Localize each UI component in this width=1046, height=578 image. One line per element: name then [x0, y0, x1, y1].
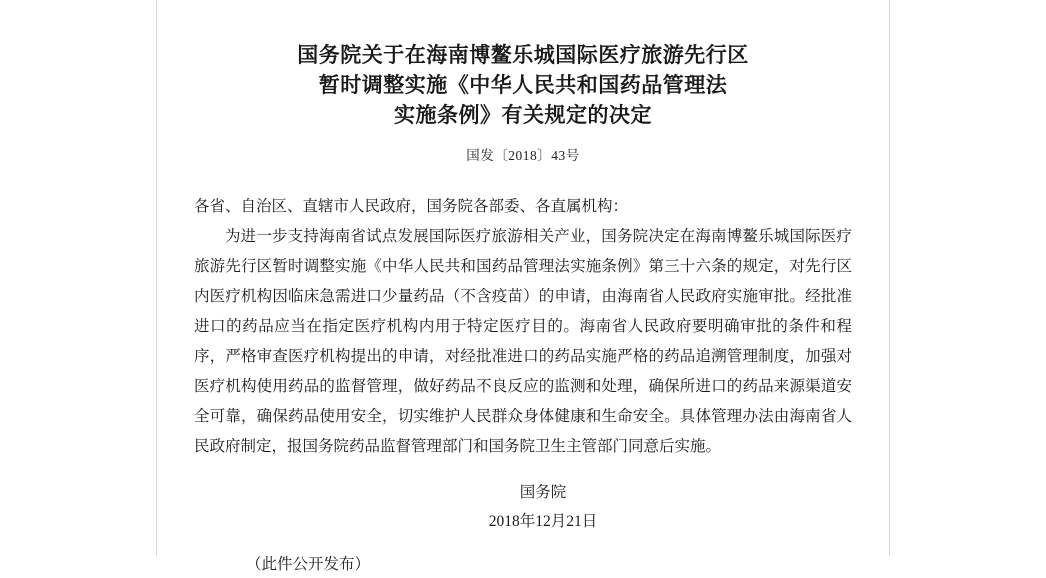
signature-issuer: 国务院 — [519, 484, 567, 501]
signature-date: 2018年12月21日 — [488, 513, 598, 530]
document-paragraph: 为进一步支持海南省试点发展国际医疗旅游相关产业，国务院决定在海南博鳌乐城国际医疗旅游先行区暂时调整实施《中华人民共和国药品管理法实施条例》第三十六条的规定，对先行区内医疗机构因临床急需进口少量药品（不含疫苗）的申请，由海南省人民政府实施审批。经批准进口的药品应当在指定医疗机构内用于特定医疗目的。海南省人民政府要明确审批的条件和程序，严格审查医疗机构提出的申请，对经批准进口的药品实施严格的药品追溯管理制度，加强对医疗机构使用药品的监督管理，做好药品不良反应的监测和处理，确保所进口的药品来源渠道安全可靠，确保药品使用安全，切实维护人民群众身体健康和生命安全。具体管理办法由海南省人民政府制定，报国务院药品监督管理部门和国务院卫生主管部门同意后实施。 — [194, 228, 852, 455]
document-title-line-2: 暂时调整实施《中华人民共和国药品管理法 — [318, 73, 728, 97]
document-number: 国发〔2018〕43号 — [466, 148, 580, 163]
document-title-line-1: 国务院关于在海南博鳌乐城国际医疗旅游先行区 — [297, 43, 749, 67]
document-title-line-3: 实施条例》有关规定的决定 — [394, 103, 652, 127]
document-body — [157, 0, 889, 573]
document-salutation: 各省、自治区、直辖市人民政府，国务院各部委、各直属机构： — [194, 198, 629, 215]
page-right-rule — [889, 0, 890, 556]
document-title — [194, 40, 852, 130]
document-signature — [194, 478, 852, 536]
document-footnote: （此件公开发布） — [246, 556, 371, 573]
